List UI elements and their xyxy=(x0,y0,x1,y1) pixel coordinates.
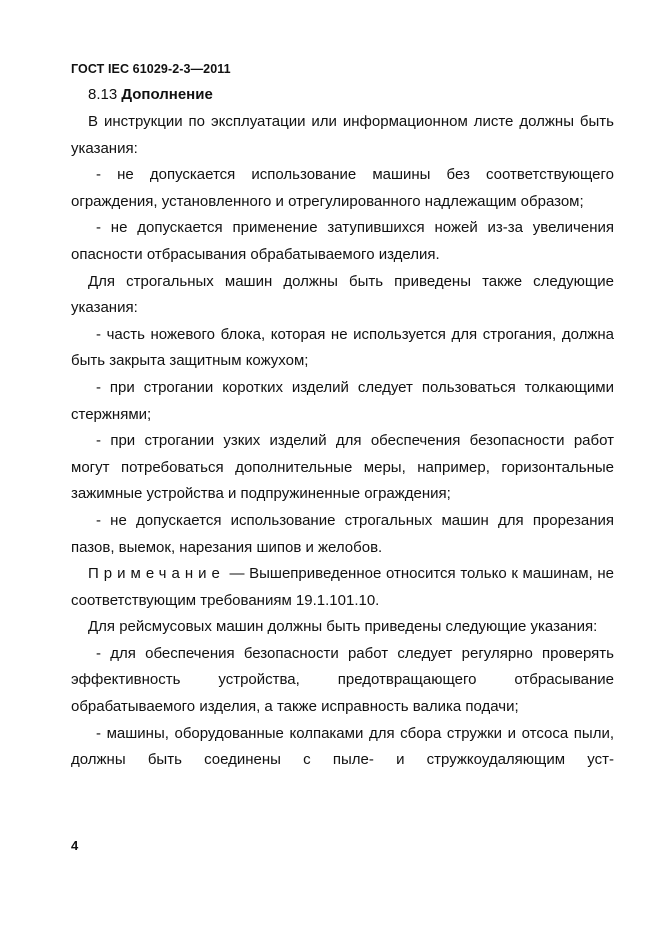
note-label: Примечание xyxy=(88,565,225,583)
note-text: — Вышеприведенное относится только к машинам, не соответствующим требованиям 19.1.101.10. xyxy=(71,565,614,609)
list-item: - машины, оборудованные колпаками для сбора стружки и отсоса пыли, должны быть соединены с пыле- и стружкоудаляющим уст- xyxy=(71,724,614,769)
list-item: - не допускается применение затупившихся ножей из-за увеличения опасности отбрасывания обрабатываемого изделия. xyxy=(71,219,614,263)
document-body xyxy=(71,109,614,774)
list-item: - для обеспечения безопасности работ следует регулярно проверять эффективность устройства, предотвращающего отбрасывание обрабатываемого изделия, а также исправность валика подачи; xyxy=(71,644,614,716)
document-header: ГОСТ IEC 61029-2-3—2011 xyxy=(71,62,231,76)
section-heading xyxy=(88,86,213,103)
list-item: - при строгании коротких изделий следует пользоваться толкающими стержнями; xyxy=(71,378,614,423)
list-item: - не допускается использование строгальных машин для прорезания пазов, выемок, нарезания шипов и желобов. xyxy=(71,511,614,556)
list-item: - не допускается использование машины без соответствующего ограждения, установленного и отрегулированного надлежащим образом; xyxy=(71,166,614,210)
page-number: 4 xyxy=(71,838,79,853)
paragraph: Для строгальных машин должны быть приведены также следующие указания: xyxy=(71,272,614,317)
list-item: - часть ножевого блока, которая не используется для строгания, должна быть закрыта защитным кожухом; xyxy=(71,325,614,370)
paragraph: Для рейсмусовых машин должны быть приведены следующие указания: xyxy=(88,618,598,636)
note xyxy=(71,561,614,614)
section-title: Дополнение xyxy=(121,86,213,103)
list-item: - при строгании узких изделий для обеспечения безопасности работ могут потребоваться дополнительные меры, например, горизонтальные зажимные устройства и подпружиненные ограждения; xyxy=(71,432,614,503)
section-number: 8.13 xyxy=(88,86,118,103)
paragraph: В инструкции по эксплуатации или информационном листе должны быть указания: xyxy=(71,113,614,157)
